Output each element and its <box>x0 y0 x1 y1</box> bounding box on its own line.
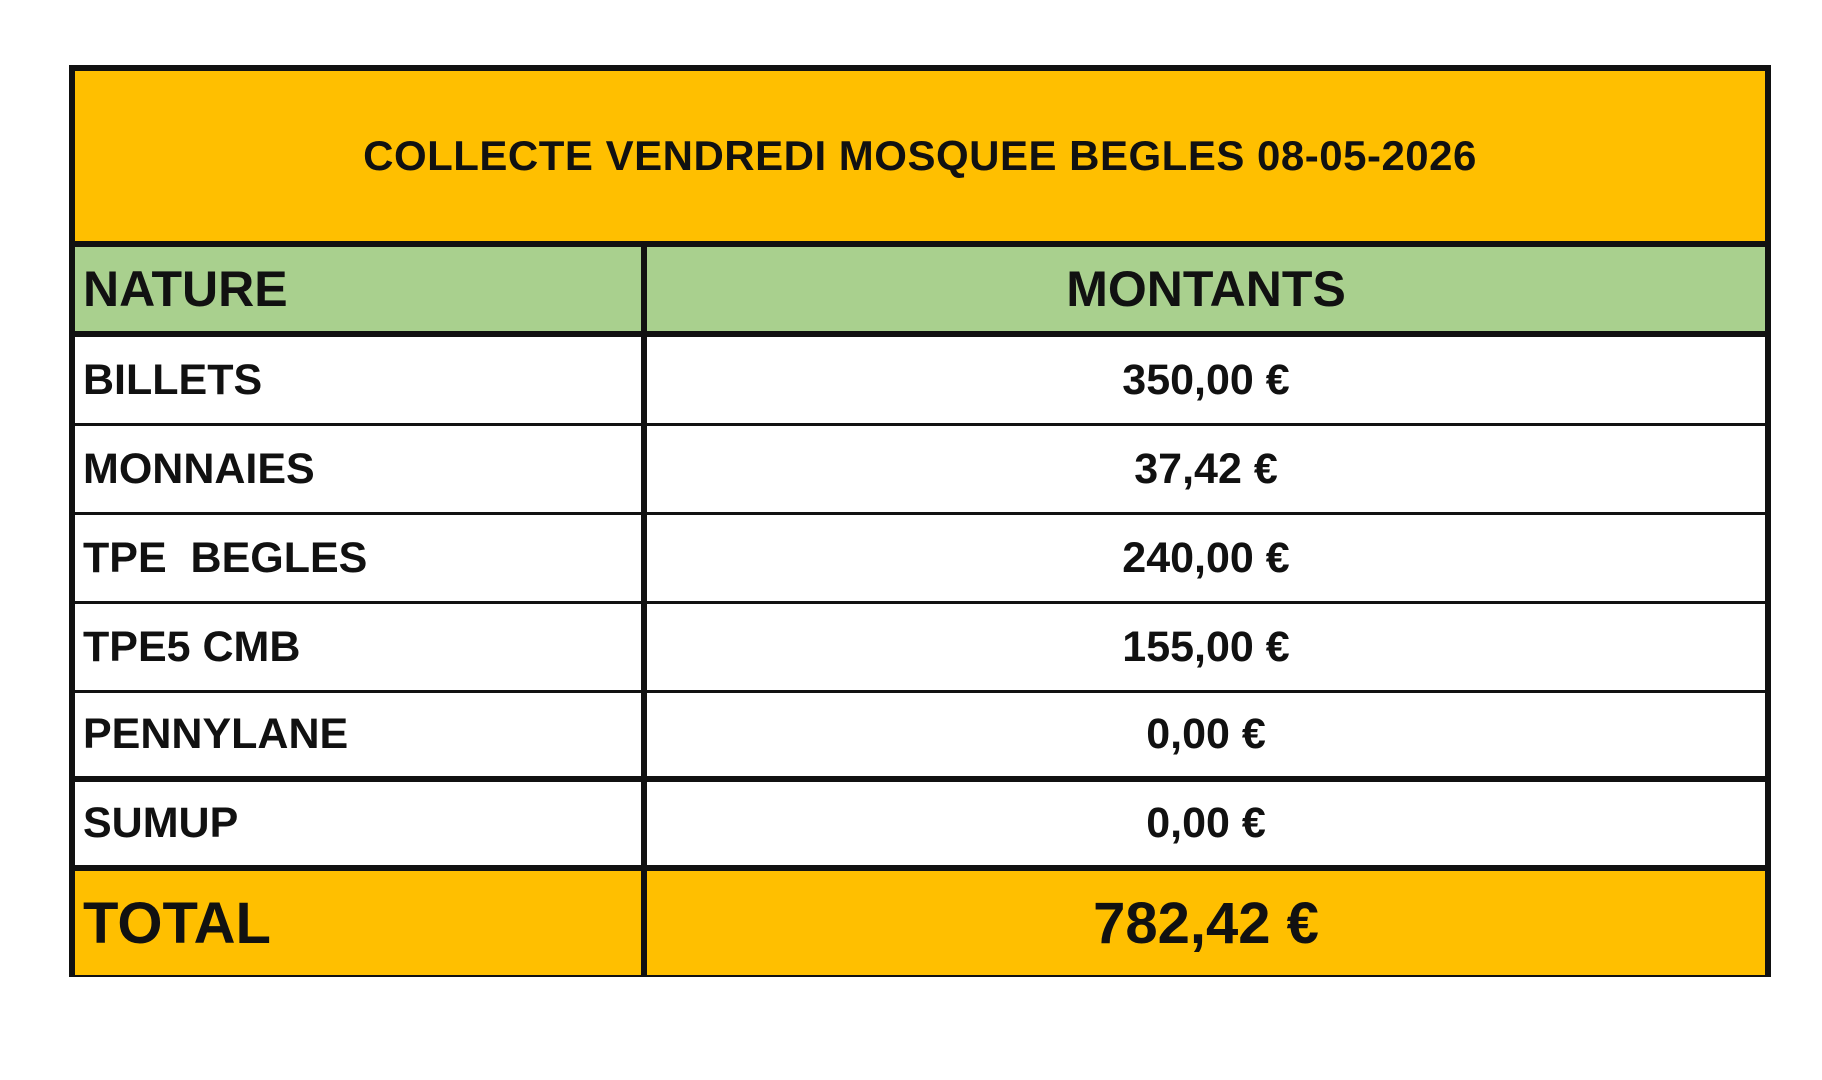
table-row <box>75 337 1765 426</box>
header-row <box>75 247 1765 337</box>
row-montant: 37,42 € <box>1134 444 1278 493</box>
row-nature: SUMUP <box>75 782 647 865</box>
row-nature: PENNYLANE <box>75 693 647 776</box>
row-montant: 155,00 € <box>1122 622 1290 671</box>
table-title: COLLECTE VENDREDI MOSQUEE BEGLES 08-05-2026 <box>363 132 1477 179</box>
table-row <box>75 515 1765 604</box>
header-nature: NATURE <box>75 247 647 331</box>
title-banner <box>75 71 1765 247</box>
header-montants: MONTANTS <box>1066 261 1346 317</box>
total-row <box>75 871 1765 975</box>
row-montant: 0,00 € <box>1146 710 1266 758</box>
row-montant: 350,00 € <box>1122 355 1290 404</box>
collection-table <box>69 65 1771 977</box>
row-nature: TPE BEGLES <box>75 515 647 601</box>
row-nature: TPE5 CMB <box>75 604 647 690</box>
row-nature: BILLETS <box>75 337 647 423</box>
row-nature: MONNAIES <box>75 426 647 512</box>
row-montant: 0,00 € <box>1146 799 1266 847</box>
table-row <box>75 604 1765 693</box>
total-value: 782,42 € <box>1093 890 1319 956</box>
total-label: TOTAL <box>75 871 647 975</box>
table-row <box>75 426 1765 515</box>
table-row <box>75 782 1765 871</box>
table-row <box>75 693 1765 782</box>
row-montant: 240,00 € <box>1122 533 1290 582</box>
